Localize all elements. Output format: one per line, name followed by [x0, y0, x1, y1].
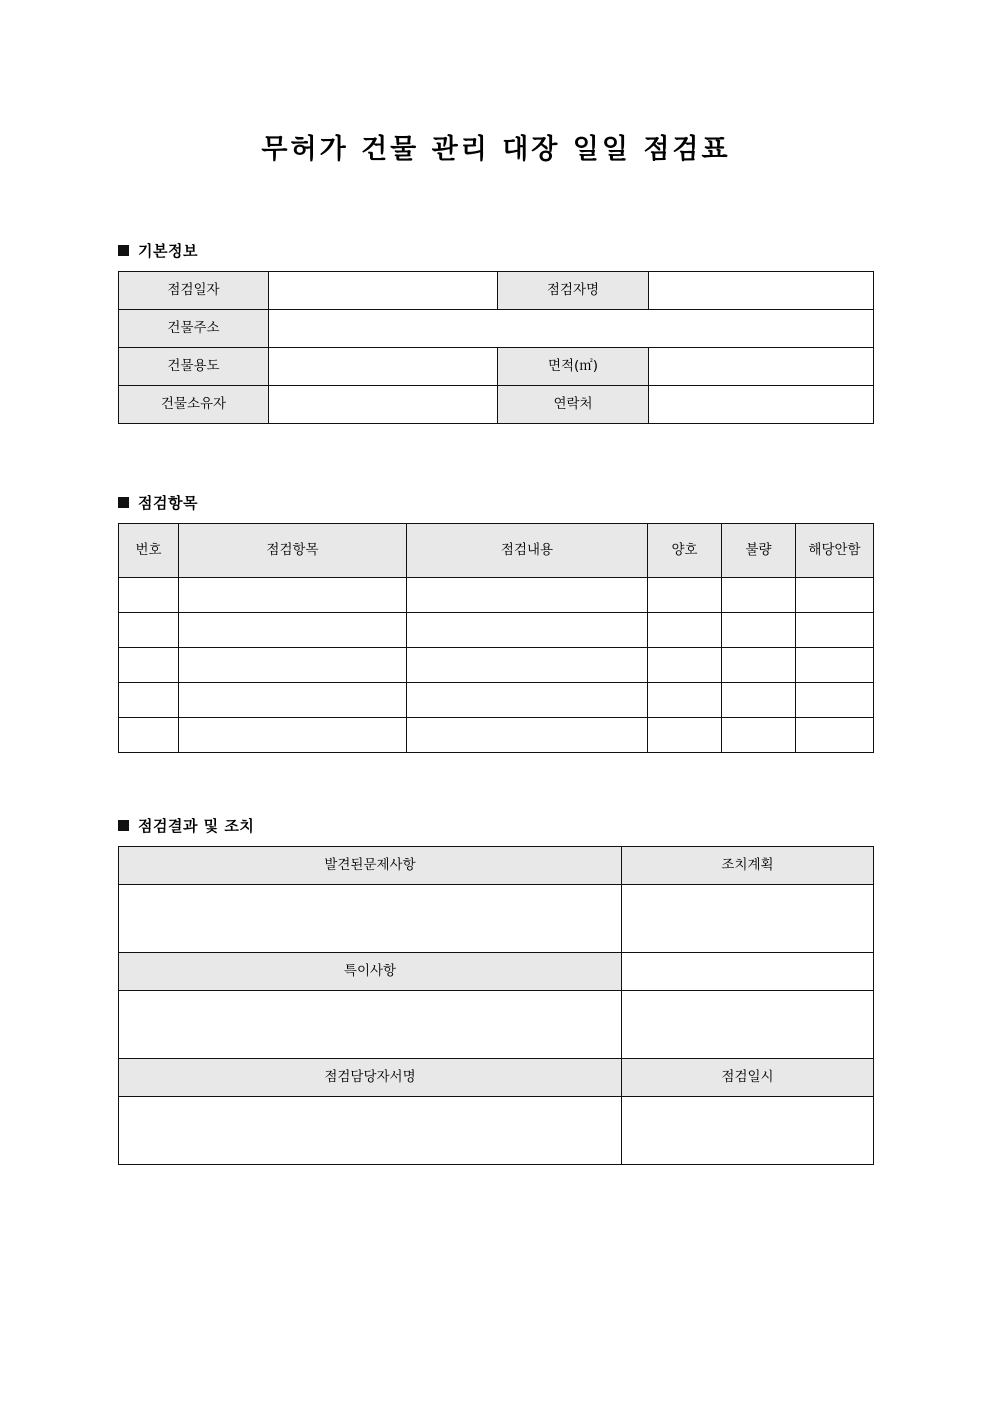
table-row — [119, 347, 874, 385]
section-heading-inspection-items-label: 점검항목 — [138, 493, 198, 512]
field-action-plan[interactable] — [622, 884, 874, 952]
table-row — [119, 577, 874, 612]
column-header-not-applicable: 해당안함 — [796, 523, 874, 577]
cell-item[interactable] — [179, 682, 407, 717]
table-row — [119, 385, 874, 423]
column-header-item: 점검항목 — [179, 523, 407, 577]
column-header-no: 번호 — [119, 523, 179, 577]
square-bullet-icon — [118, 245, 129, 256]
cell-no[interactable] — [119, 647, 179, 682]
result-action-table — [118, 846, 874, 1165]
column-header-detail: 점검내용 — [407, 523, 648, 577]
column-header-bad: 불량 — [722, 523, 796, 577]
label-building-usage: 건물용도 — [119, 347, 269, 385]
table-row — [119, 682, 874, 717]
field-special-notes-plan[interactable] — [622, 990, 874, 1058]
label-area: 면적(㎡) — [498, 347, 649, 385]
cell-good[interactable] — [648, 647, 722, 682]
field-special-notes[interactable] — [119, 990, 622, 1058]
cell-item[interactable] — [179, 577, 407, 612]
table-row — [119, 717, 874, 752]
label-inspection-date: 점검일자 — [119, 271, 269, 309]
table-row — [119, 952, 874, 990]
field-inspection-date[interactable] — [269, 271, 498, 309]
field-inspector-name[interactable] — [649, 271, 874, 309]
table-row — [119, 271, 874, 309]
table-row — [119, 612, 874, 647]
table-row — [119, 884, 874, 952]
square-bullet-icon — [118, 820, 129, 831]
field-inspector-signature[interactable] — [119, 1096, 622, 1164]
cell-no[interactable] — [119, 612, 179, 647]
cell-bad[interactable] — [722, 647, 796, 682]
cell-bad[interactable] — [722, 577, 796, 612]
field-building-usage[interactable] — [269, 347, 498, 385]
cell-bad[interactable] — [722, 717, 796, 752]
table-row — [119, 647, 874, 682]
table-row — [119, 309, 874, 347]
section-heading-result-and-action — [118, 815, 992, 836]
square-bullet-icon — [118, 497, 129, 508]
column-header-problems-found: 발견된문제사항 — [119, 846, 622, 884]
cell-no[interactable] — [119, 717, 179, 752]
cell-bad[interactable] — [722, 612, 796, 647]
table-row — [119, 1096, 874, 1164]
label-contact: 연락처 — [498, 385, 649, 423]
field-building-address[interactable] — [269, 309, 874, 347]
field-building-owner[interactable] — [269, 385, 498, 423]
section-heading-result-and-action-label: 점검결과 및 조치 — [138, 816, 255, 835]
page-title: 무허가 건물 관리 대장 일일 점검표 — [261, 134, 731, 165]
cell-good[interactable] — [648, 717, 722, 752]
label-inspection-datetime: 점검일시 — [622, 1058, 874, 1096]
cell-detail[interactable] — [407, 682, 648, 717]
cell-item[interactable] — [179, 612, 407, 647]
cell-detail[interactable] — [407, 577, 648, 612]
field-inspection-datetime[interactable] — [622, 1096, 874, 1164]
cell-not-applicable[interactable] — [796, 717, 874, 752]
cell-not-applicable[interactable] — [796, 612, 874, 647]
section-heading-inspection-items — [118, 492, 992, 513]
table-header-row — [119, 846, 874, 884]
inspection-items-table — [118, 523, 874, 753]
label-inspector-name: 점검자명 — [498, 271, 649, 309]
column-header-good: 양호 — [648, 523, 722, 577]
cell-item[interactable] — [179, 717, 407, 752]
table-row — [119, 990, 874, 1058]
cell-detail[interactable] — [407, 717, 648, 752]
cell-good[interactable] — [648, 682, 722, 717]
cell-no[interactable] — [119, 577, 179, 612]
cell-not-applicable[interactable] — [796, 577, 874, 612]
section-heading-basic-info — [118, 240, 992, 261]
column-header-action-plan: 조치계획 — [622, 846, 874, 884]
cell-not-applicable[interactable] — [796, 647, 874, 682]
section-heading-basic-info-label: 기본정보 — [138, 241, 198, 260]
field-contact[interactable] — [649, 385, 874, 423]
cell-bad[interactable] — [722, 682, 796, 717]
label-inspector-signature: 점검담당자서명 — [119, 1058, 622, 1096]
basic-info-table — [118, 271, 874, 424]
table-header-row — [119, 523, 874, 577]
cell-good[interactable] — [648, 577, 722, 612]
cell-detail[interactable] — [407, 647, 648, 682]
table-row — [119, 1058, 874, 1096]
field-problems-found[interactable] — [119, 884, 622, 952]
section-result-and-action — [0, 815, 992, 1165]
cell-item[interactable] — [179, 647, 407, 682]
label-building-address: 건물주소 — [119, 309, 269, 347]
cell-not-applicable[interactable] — [796, 682, 874, 717]
field-area[interactable] — [649, 347, 874, 385]
section-basic-info — [0, 240, 992, 424]
cell-good[interactable] — [648, 612, 722, 647]
section-inspection-items — [0, 492, 992, 753]
field-special-notes-action[interactable] — [622, 952, 874, 990]
cell-no[interactable] — [119, 682, 179, 717]
cell-detail[interactable] — [407, 612, 648, 647]
label-building-owner: 건물소유자 — [119, 385, 269, 423]
label-special-notes: 특이사항 — [119, 952, 622, 990]
